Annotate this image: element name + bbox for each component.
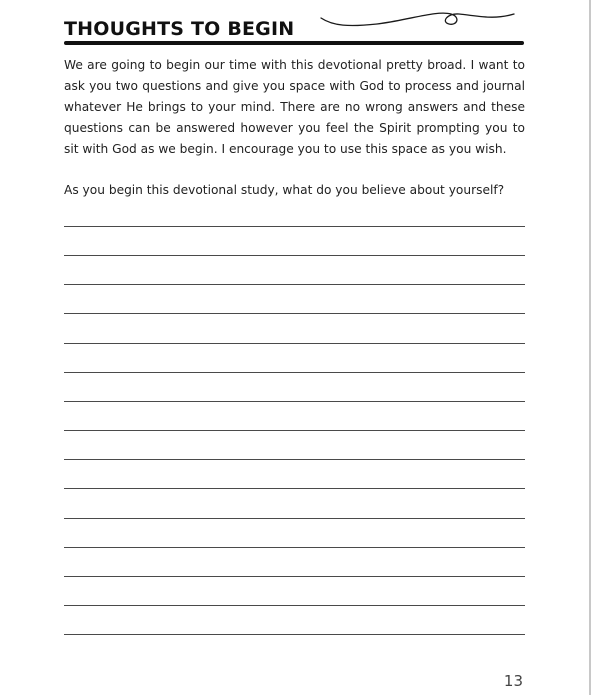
journal-question: As you begin this devotional study, what do you believe about yourself?: [64, 183, 505, 197]
writing-line[interactable]: [64, 634, 525, 635]
writing-line[interactable]: [64, 401, 525, 402]
writing-line[interactable]: [64, 430, 525, 431]
writing-line[interactable]: [64, 343, 525, 344]
journal-writing-area[interactable]: [64, 0, 525, 695]
writing-line[interactable]: [64, 313, 525, 314]
writing-line[interactable]: [64, 605, 525, 606]
writing-line[interactable]: [64, 488, 525, 489]
writing-line[interactable]: [64, 226, 525, 227]
writing-line[interactable]: [64, 255, 525, 256]
writing-line[interactable]: [64, 372, 525, 373]
writing-line[interactable]: [64, 459, 525, 460]
section-title: THOUGHTS TO BEGIN: [64, 18, 295, 40]
writing-line[interactable]: [64, 547, 525, 548]
writing-line[interactable]: [64, 576, 525, 577]
writing-line[interactable]: [64, 284, 525, 285]
intro-paragraph: We are going to begin our time with this devotional pretty broad. I want to ask you two questions and give you space with God to process and journal whatever He brings to your mind. There are no wrong answers and these questions can be answered however you feel the Spirit prompting you to sit with God as we begin. I encourage you to use this space as you wish.: [64, 58, 525, 156]
writing-line[interactable]: [64, 518, 525, 519]
page-number: 13: [503, 672, 523, 690]
